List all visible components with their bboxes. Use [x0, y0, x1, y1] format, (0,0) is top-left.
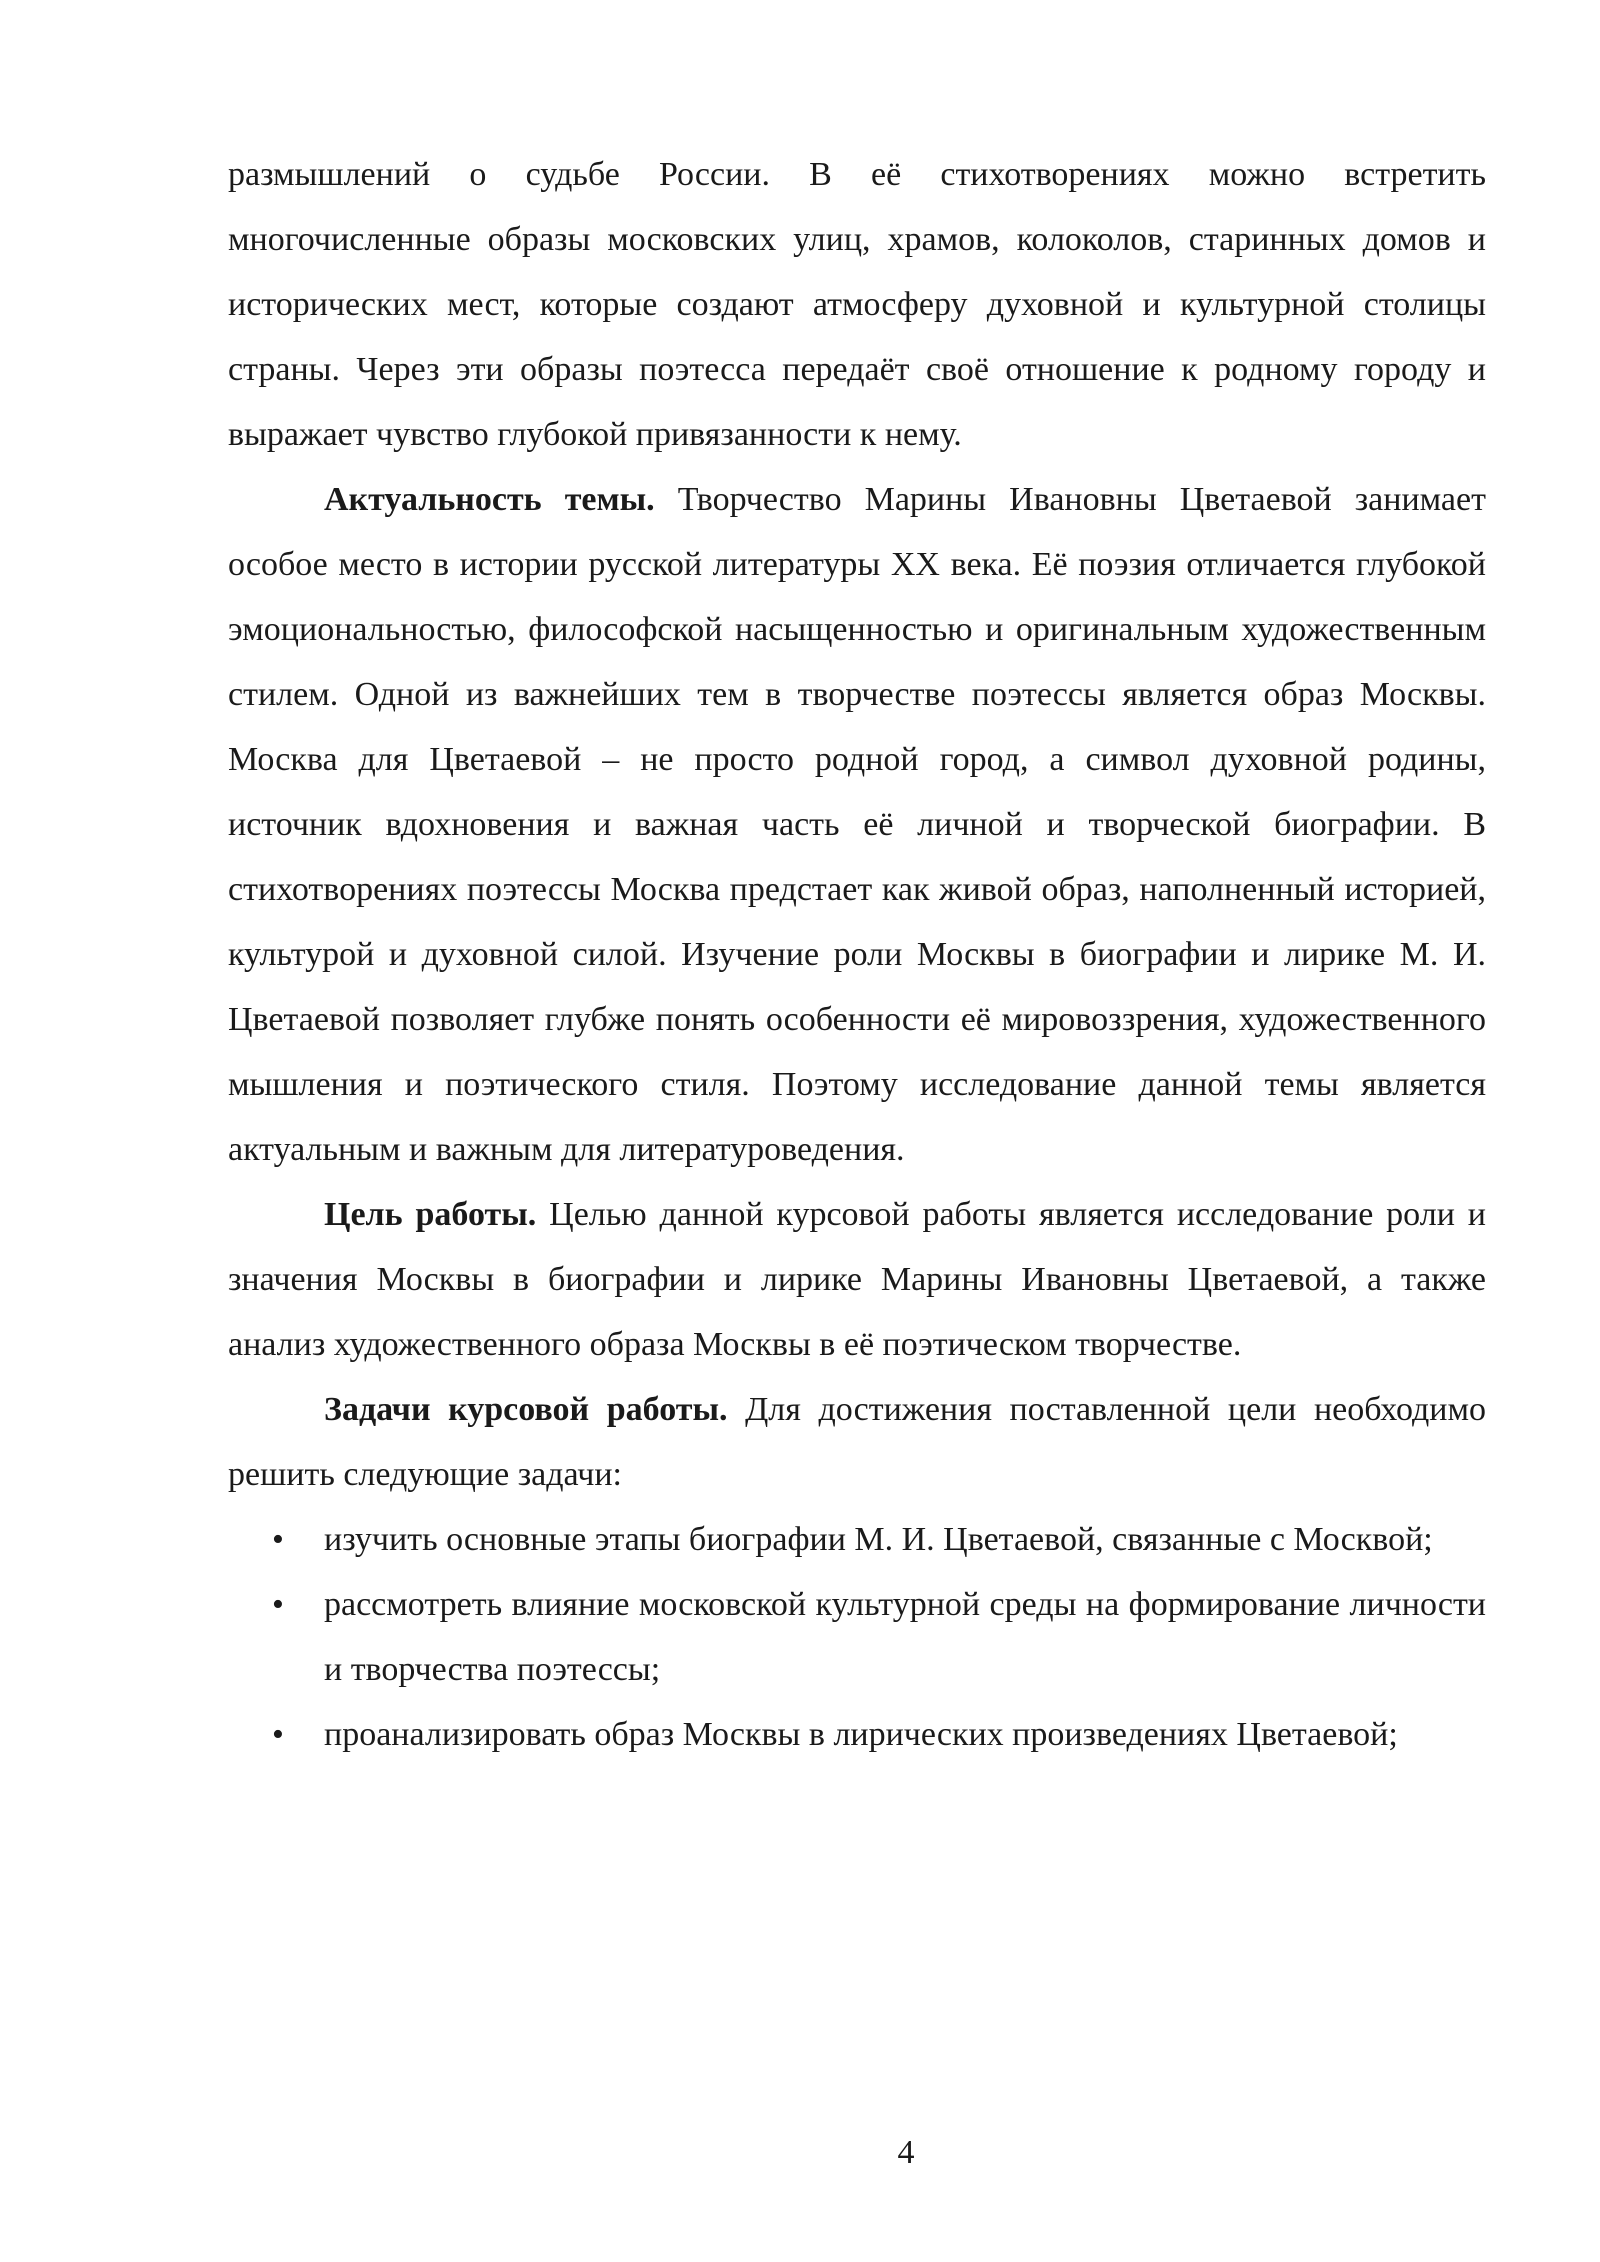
list-item-text: изучить основные этапы биографии М. И. Цветаевой, связанные с Москвой; [324, 1521, 1433, 1558]
paragraph-tasks [228, 1377, 1486, 1507]
bullet-marker: • [272, 1521, 284, 1558]
goal-text: Целью данной курсовой работы является исследование роли и значения Москвы в биографии и лирике Марины Ивановны Цветаевой, а также анализ художественного образа Москвы в её поэтическом творчестве. [228, 1196, 1486, 1363]
list-item-text: проанализировать образ Москвы в лирических произведениях Цветаевой; [324, 1716, 1398, 1753]
paragraph-intro-continuation: размышлений о судьбе России. В её стихотворениях можно встретить многочисленные образы московских улиц, храмов, колоколов, старинных домов и исторических мест, которые создают атмосферу духовной и культурной столицы страны. Через эти образы поэтесса передаёт своё отношение к родному городу и выражает чувство глубокой привязанности к нему. [228, 156, 1486, 453]
task-list [228, 1507, 1486, 1767]
list-item [228, 1507, 1486, 1572]
bullet-marker: • [272, 1586, 284, 1623]
goal-heading: Цель работы. [324, 1196, 537, 1233]
page-number: 4 [897, 2134, 915, 2171]
paragraph-goal [228, 1182, 1486, 1377]
tasks-text: Для достижения поставленной цели необходимо решить следующие задачи: [228, 1391, 1486, 1493]
relevance-heading: Актуальность темы. [324, 481, 655, 518]
list-item [228, 1572, 1486, 1702]
paragraph-relevance [228, 467, 1486, 1182]
list-item-text: рассмотреть влияние московской культурной среды на формирование личности и творчества поэтессы; [324, 1586, 1486, 1688]
list-item [228, 1702, 1486, 1767]
tasks-heading: Задачи курсовой работы. [324, 1391, 728, 1428]
page-body [228, 142, 1486, 1767]
bullet-marker: • [272, 1716, 284, 1753]
relevance-text: Творчество Марины Ивановны Цветаевой занимает особое место в истории русской литературы XX века. Её поэзия отличается глубокой эмоциональностью, философской насыщенностью и оригинальным художественным стилем. Одной из важнейших тем в творчестве поэтессы является образ Москвы. Москва для Цветаевой – не просто родной город, а символ духовной родины, источник вдохновения и важная часть её личной и творческой биографии. В стихотворениях поэтессы Москва предстает как живой образ, наполненный историей, культурой и духовной силой. Изучение роли Москвы в биографии и лирике М. И. Цветаевой позволяет глубже понять особенности её мировоззрения, художественного мышления и поэтического стиля. Поэтому исследование данной темы является актуальным и важным для литературоведения. [228, 481, 1486, 1168]
